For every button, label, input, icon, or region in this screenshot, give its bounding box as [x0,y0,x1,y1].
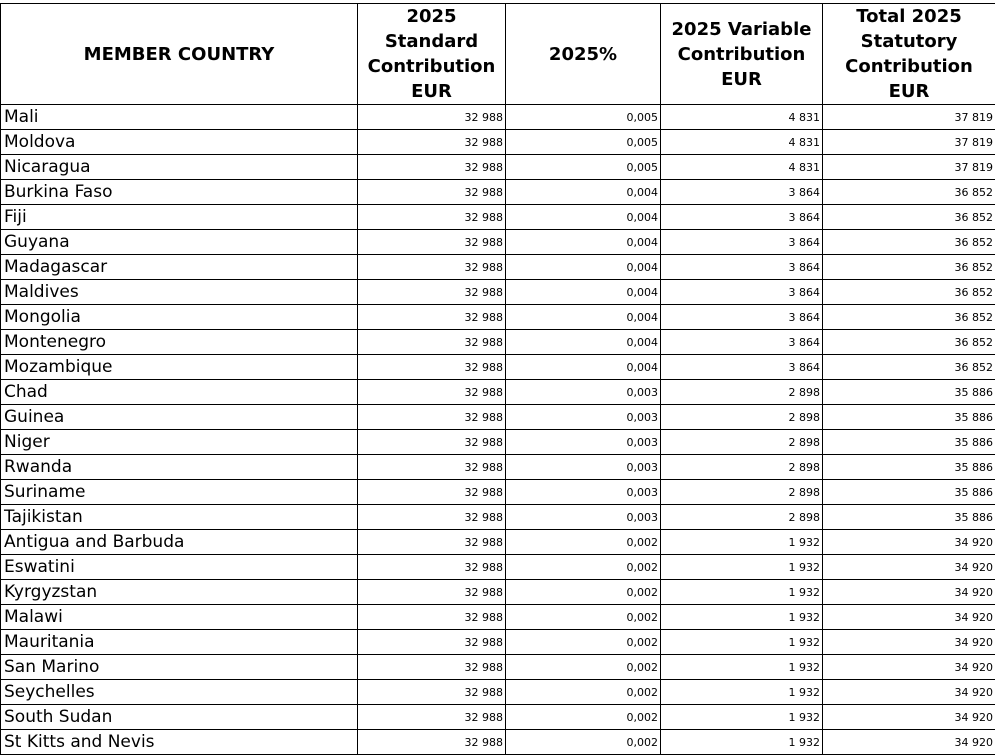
cell-country: Moldova [1,130,358,155]
cell-total-contribution: 36 852 [823,330,995,355]
table-row [1,580,995,605]
cell-percent: 0,005 [506,155,661,180]
cell-country: San Marino [1,655,358,680]
cell-total-contribution: 34 920 [823,705,995,730]
cell-variable-contribution: 4 831 [661,155,823,180]
cell-percent: 0,002 [506,580,661,605]
cell-country: Mongolia [1,305,358,330]
cell-percent: 0,003 [506,455,661,480]
cell-total-contribution: 36 852 [823,355,995,380]
cell-percent: 0,004 [506,230,661,255]
cell-country: Malawi [1,605,358,630]
cell-percent: 0,004 [506,255,661,280]
cell-standard-contribution: 32 988 [358,155,506,180]
cell-percent: 0,004 [506,205,661,230]
cell-variable-contribution: 1 932 [661,630,823,655]
cell-variable-contribution: 3 864 [661,180,823,205]
table-row [1,680,995,705]
cell-country: Mozambique [1,355,358,380]
cell-standard-contribution: 32 988 [358,580,506,605]
cell-total-contribution: 34 920 [823,530,995,555]
table-row [1,155,995,180]
cell-variable-contribution: 4 831 [661,105,823,130]
cell-standard-contribution: 32 988 [358,305,506,330]
cell-total-contribution: 35 886 [823,405,995,430]
cell-country: Madagascar [1,255,358,280]
cell-variable-contribution: 3 864 [661,205,823,230]
table-row [1,305,995,330]
cell-variable-contribution: 3 864 [661,280,823,305]
cell-country: Niger [1,430,358,455]
cell-variable-contribution: 1 932 [661,655,823,680]
cell-percent: 0,005 [506,105,661,130]
table-row [1,480,995,505]
cell-total-contribution: 36 852 [823,180,995,205]
cell-standard-contribution: 32 988 [358,380,506,405]
cell-standard-contribution: 32 988 [358,680,506,705]
cell-total-contribution: 34 920 [823,605,995,630]
cell-standard-contribution: 32 988 [358,430,506,455]
cell-percent: 0,002 [506,705,661,730]
cell-country: Antigua and Barbuda [1,530,358,555]
cell-standard-contribution: 32 988 [358,405,506,430]
table-row [1,730,995,755]
header-member-country: MEMBER COUNTRY [1,4,358,105]
cell-total-contribution: 36 852 [823,255,995,280]
cell-variable-contribution: 2 898 [661,455,823,480]
cell-percent: 0,002 [506,630,661,655]
cell-total-contribution: 35 886 [823,480,995,505]
cell-percent: 0,002 [506,555,661,580]
cell-total-contribution: 34 920 [823,630,995,655]
cell-variable-contribution: 1 932 [661,530,823,555]
table-row [1,430,995,455]
contribution-table [0,3,995,755]
cell-standard-contribution: 32 988 [358,355,506,380]
cell-variable-contribution: 2 898 [661,480,823,505]
table-row [1,205,995,230]
cell-variable-contribution: 1 932 [661,730,823,755]
cell-standard-contribution: 32 988 [358,255,506,280]
cell-standard-contribution: 32 988 [358,130,506,155]
cell-standard-contribution: 32 988 [358,330,506,355]
cell-variable-contribution: 3 864 [661,355,823,380]
cell-standard-contribution: 32 988 [358,605,506,630]
cell-percent: 0,004 [506,355,661,380]
cell-percent: 0,002 [506,680,661,705]
header-row [1,4,995,105]
cell-country: Mali [1,105,358,130]
cell-variable-contribution: 3 864 [661,305,823,330]
cell-total-contribution: 37 819 [823,105,995,130]
table-row [1,530,995,555]
cell-country: Chad [1,380,358,405]
cell-total-contribution: 37 819 [823,155,995,180]
cell-percent: 0,004 [506,280,661,305]
table-row [1,405,995,430]
cell-variable-contribution: 2 898 [661,405,823,430]
cell-total-contribution: 35 886 [823,505,995,530]
cell-standard-contribution: 32 988 [358,455,506,480]
header-percent: 2025% [506,4,661,105]
table-row [1,355,995,380]
table-row [1,130,995,155]
cell-standard-contribution: 32 988 [358,280,506,305]
header-variable-contribution: 2025 Variable Contribution EUR [661,4,823,105]
cell-percent: 0,002 [506,605,661,630]
cell-standard-contribution: 32 988 [358,730,506,755]
cell-percent: 0,003 [506,430,661,455]
cell-standard-contribution: 32 988 [358,230,506,255]
cell-total-contribution: 35 886 [823,455,995,480]
cell-standard-contribution: 32 988 [358,530,506,555]
cell-variable-contribution: 2 898 [661,505,823,530]
cell-total-contribution: 35 886 [823,430,995,455]
cell-percent: 0,003 [506,505,661,530]
cell-country: Kyrgyzstan [1,580,358,605]
table-header [1,4,995,105]
header-standard-contribution: 2025 Standard Contribution EUR [358,4,506,105]
cell-standard-contribution: 32 988 [358,705,506,730]
cell-country: Nicaragua [1,155,358,180]
cell-country: St Kitts and Nevis [1,730,358,755]
cell-country: Tajikistan [1,505,358,530]
cell-total-contribution: 35 886 [823,380,995,405]
cell-total-contribution: 34 920 [823,655,995,680]
cell-percent: 0,003 [506,380,661,405]
table-row [1,655,995,680]
cell-variable-contribution: 2 898 [661,380,823,405]
table-row [1,230,995,255]
cell-standard-contribution: 32 988 [358,655,506,680]
table-row [1,255,995,280]
cell-standard-contribution: 32 988 [358,630,506,655]
cell-country: Maldives [1,280,358,305]
cell-country: Guyana [1,230,358,255]
table-row [1,555,995,580]
table-row [1,630,995,655]
cell-country: Montenegro [1,330,358,355]
table-row [1,705,995,730]
cell-country: Mauritania [1,630,358,655]
table-row [1,505,995,530]
table-body [1,105,995,755]
cell-total-contribution: 36 852 [823,205,995,230]
cell-percent: 0,003 [506,480,661,505]
cell-country: Suriname [1,480,358,505]
cell-percent: 0,002 [506,530,661,555]
cell-total-contribution: 34 920 [823,555,995,580]
cell-variable-contribution: 1 932 [661,680,823,705]
cell-country: Fiji [1,205,358,230]
cell-percent: 0,004 [506,305,661,330]
cell-country: Seychelles [1,680,358,705]
table-row [1,105,995,130]
table-row [1,330,995,355]
cell-total-contribution: 36 852 [823,305,995,330]
cell-country: Rwanda [1,455,358,480]
table-row [1,605,995,630]
cell-total-contribution: 34 920 [823,580,995,605]
cell-percent: 0,002 [506,730,661,755]
cell-total-contribution: 37 819 [823,130,995,155]
cell-standard-contribution: 32 988 [358,480,506,505]
cell-standard-contribution: 32 988 [358,205,506,230]
cell-percent: 0,003 [506,405,661,430]
cell-total-contribution: 36 852 [823,230,995,255]
cell-country: Guinea [1,405,358,430]
cell-variable-contribution: 4 831 [661,130,823,155]
cell-standard-contribution: 32 988 [358,555,506,580]
cell-percent: 0,004 [506,330,661,355]
cell-variable-contribution: 2 898 [661,430,823,455]
cell-variable-contribution: 1 932 [661,705,823,730]
table-row [1,380,995,405]
cell-country: Eswatini [1,555,358,580]
cell-total-contribution: 36 852 [823,280,995,305]
cell-standard-contribution: 32 988 [358,105,506,130]
cell-variable-contribution: 3 864 [661,255,823,280]
cell-percent: 0,004 [506,180,661,205]
cell-total-contribution: 34 920 [823,730,995,755]
cell-variable-contribution: 3 864 [661,230,823,255]
header-total-contribution: Total 2025 Statutory Contribution EUR [823,4,995,105]
cell-variable-contribution: 1 932 [661,580,823,605]
cell-standard-contribution: 32 988 [358,180,506,205]
cell-variable-contribution: 1 932 [661,555,823,580]
cell-standard-contribution: 32 988 [358,505,506,530]
table-row [1,180,995,205]
cell-total-contribution: 34 920 [823,680,995,705]
cell-variable-contribution: 1 932 [661,605,823,630]
cell-percent: 0,002 [506,655,661,680]
cell-percent: 0,005 [506,130,661,155]
table-row [1,280,995,305]
table-row [1,455,995,480]
cell-variable-contribution: 3 864 [661,330,823,355]
cell-country: Burkina Faso [1,180,358,205]
cell-country: South Sudan [1,705,358,730]
